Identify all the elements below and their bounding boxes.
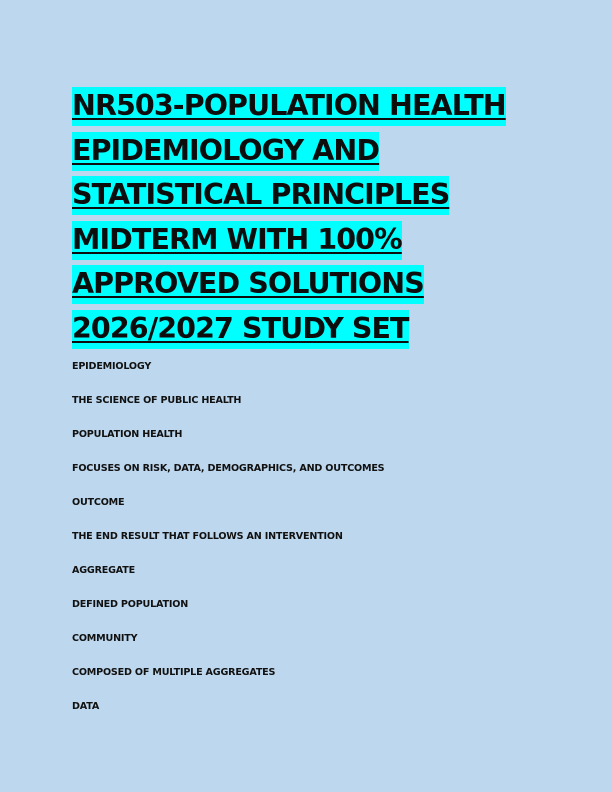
title-line-text: EPIDEMIOLOGY AND	[72, 132, 379, 171]
definition-entry: COMPOSED OF MULTIPLE AGGREGATES	[72, 667, 276, 678]
title-line-text: MIDTERM WITH 100%	[72, 221, 402, 260]
title-line	[72, 262, 532, 307]
title-line	[72, 218, 532, 263]
title-line	[72, 307, 532, 352]
definition-entry: DEFINED POPULATION	[72, 599, 189, 610]
study-entries-list	[72, 359, 384, 733]
title-line-text: APPROVED SOLUTIONS	[72, 265, 424, 304]
document-title	[72, 84, 532, 351]
title-line	[72, 129, 532, 174]
term-entry: OUTCOME	[72, 497, 125, 508]
title-line	[72, 173, 532, 218]
term-entry: EPIDEMIOLOGY	[72, 361, 152, 372]
title-line-text: NR503-POPULATION HEALTH	[72, 87, 506, 126]
term-entry: AGGREGATE	[72, 565, 135, 576]
title-line-text: 2026/2027 STUDY SET	[72, 310, 409, 349]
term-entry: COMMUNITY	[72, 633, 138, 644]
term-entry: DATA	[72, 701, 100, 712]
title-line-text: STATISTICAL PRINCIPLES	[72, 176, 449, 215]
definition-entry: THE END RESULT THAT FOLLOWS AN INTERVENTION	[72, 531, 343, 542]
definition-entry: THE SCIENCE OF PUBLIC HEALTH	[72, 395, 242, 406]
definition-entry: FOCUSES ON RISK, DATA, DEMOGRAPHICS, AND OUTCOMES	[72, 463, 385, 474]
title-line	[72, 84, 532, 129]
term-entry: POPULATION HEALTH	[72, 429, 183, 440]
